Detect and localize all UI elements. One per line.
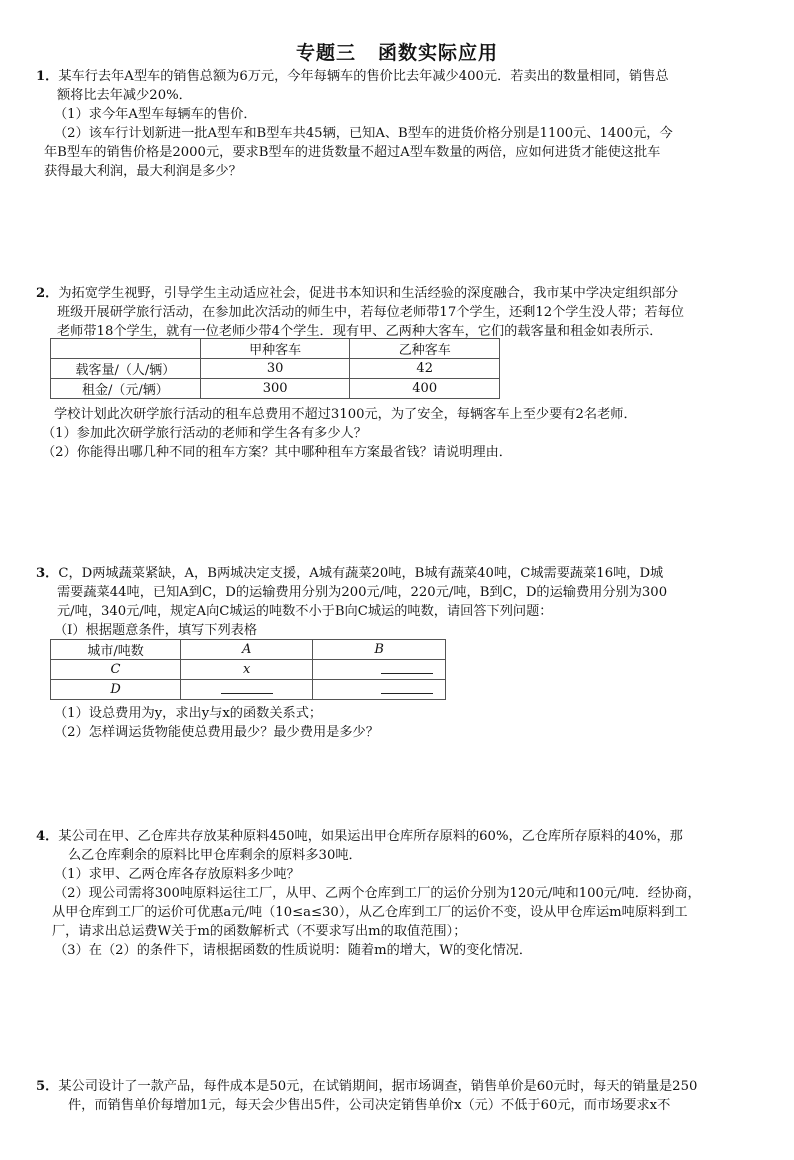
q4-part-3: （3）在（2）的条件下，请根据函数的性质说明：随着m的增大，W的变化情况．	[54, 943, 533, 958]
table-header-row	[51, 339, 500, 359]
table-row	[51, 359, 500, 379]
q2-bus-table	[50, 338, 500, 399]
q3-line-2: 需要蔬菜44吨，已知A到C，D的运输费用分别为200元/吨，220元/吨，B到C，D的运输费用分别为300	[57, 585, 668, 600]
table-cell: 载客量/（人/辆）	[51, 359, 201, 379]
q2-number: 2．	[36, 286, 59, 301]
answer-blank	[381, 661, 433, 674]
q3-part-1: （1）设总费用为y，求出y与x的函数关系式；	[54, 706, 323, 721]
q1-part-2: （2）该车行计划新进一批A型车和B型车共45辆，已知A、B型车的进货价格分别是1100元、1400元，今	[54, 126, 673, 141]
table-cell: D	[51, 680, 181, 700]
q2-part-1: （1）参加此次研学旅行活动的老师和学生各有多少人？	[42, 426, 367, 441]
q4-number: 4．	[36, 829, 59, 844]
q1-line-2: 额将比去年减少20%．	[57, 88, 192, 103]
table-cell: 400	[350, 379, 500, 399]
table-cell	[313, 680, 446, 700]
q2-line-2: 班级开展研学旅行活动，在参加此次活动的师生中，若每位老师带17个学生，还剩12个学生没人带；若每位	[57, 305, 684, 320]
title-main: 专题三	[295, 42, 356, 64]
table-cell: 42	[350, 359, 500, 379]
q3-line-1	[36, 564, 663, 583]
title-sub: 函数实际应用	[378, 42, 499, 64]
table-row	[51, 680, 446, 700]
q3-text-1: C，D两城蔬菜紧缺，A，B两城决定支援，A城有蔬菜20吨，B城有蔬菜40吨，C城需要蔬菜16吨，D城	[58, 566, 664, 581]
q2-line-1	[36, 284, 678, 303]
q3-line-3: 元/吨，340元/吨，规定A向C城运的吨数不小于B向C城运的吨数，请回答下列问题：	[57, 604, 553, 619]
table-cell: B	[313, 640, 446, 660]
table-cell: 租金/（元/辆）	[51, 379, 201, 399]
q4-line-2: 么乙仓库剩余的原料比甲仓库剩余的原料多30吨．	[68, 848, 362, 863]
q4-line-5: 从甲仓库到工厂的运价可优惠a元/吨（10≤a≤30），从乙仓库到工厂的运价不变，设从甲仓库运m吨原料到工	[52, 905, 688, 920]
table-cell: 乙种客车	[350, 339, 500, 359]
table-cell	[51, 339, 201, 359]
q4-text-1: 某公司在甲、乙仓库共存放某种原料450吨，如果运出甲仓库所存原料的60%，乙仓库所存原料的40%，那	[58, 829, 683, 844]
q5-line-1	[36, 1077, 697, 1096]
q1-text-1: 某车行去年A型车的销售总额为6万元，今年每辆车的售价比去年减少400元．若卖出的数量相同，销售总	[58, 69, 669, 84]
q3-part-I: （Ⅰ）根据题意条件，填写下列表格	[54, 623, 258, 638]
q1-line-1	[36, 67, 669, 86]
table-cell: x	[181, 660, 313, 680]
q4-line-1	[36, 827, 683, 846]
table-cell	[313, 660, 446, 680]
table-cell: A	[181, 640, 313, 660]
answer-blank	[221, 681, 273, 694]
q5-line-2: 件，而销售单价每增加1元，每天会少售出5件，公司决定销售单价x（元）不低于60元，而市场要求x不	[68, 1098, 671, 1113]
table-cell: C	[51, 660, 181, 680]
q2-line-3: 老师带18个学生，就有一位老师少带4个学生．现有甲、乙两种大客车，它们的载客量和租金如表所示．	[57, 324, 663, 339]
q2-line-4: 学校计划此次研学旅行活动的租车总费用不超过3100元，为了安全，每辆客车上至少要有2名老师．	[54, 407, 637, 422]
table-cell: 甲种客车	[200, 339, 350, 359]
table-row	[51, 660, 446, 680]
table-cell	[181, 680, 313, 700]
q5-text-1: 某公司设计了一款产品，每件成本是50元，在试销期间，据市场调查，销售单价是60元时，每天的销量是250	[58, 1079, 698, 1094]
answer-blank	[381, 681, 433, 694]
table-cell: 30	[200, 359, 350, 379]
q3-transport-table	[50, 639, 446, 700]
q1-line-6: 获得最大利润，最大利润是多少？	[44, 164, 242, 179]
q2-part-2: （2）你能得出哪几种不同的租车方案？其中哪种租车方案最省钱？请说明理由．	[42, 445, 512, 460]
table-cell: 300	[200, 379, 350, 399]
q5-number: 5．	[36, 1079, 59, 1094]
page-title	[0, 38, 794, 65]
q1-part-1: （1）求今年A型车每辆车的售价．	[54, 107, 257, 122]
q2-text-1: 为拓宽学生视野，引导学生主动适应社会，促进书本知识和生活经验的深度融合，我市某中学决定组织部分	[58, 286, 679, 301]
table-row	[51, 379, 500, 399]
q4-part-2: （2）现公司需将300吨原料运往工厂，从甲、乙两个仓库到工厂的运价分别为120元/吨和100元/吨．经协商，	[54, 886, 701, 901]
q3-number: 3．	[36, 566, 59, 581]
q1-number: 1．	[36, 69, 59, 84]
q1-line-5: 年B型车的销售价格是2000元，要求B型车的进货数量不超过A型车数量的两倍，应如何进货才能使这批车	[44, 145, 661, 160]
q4-part-1: （1）求甲、乙两仓库各存放原料多少吨？	[54, 867, 300, 882]
q4-line-6: 厂，请求出总运费W关于m的函数解析式（不要求写出m的取值范围）；	[52, 924, 467, 939]
table-cell: 城市/吨数	[51, 640, 181, 660]
q3-part-2: （2）怎样调运货物能使总费用最少？最少费用是多少？	[54, 725, 379, 740]
table-header-row	[51, 640, 446, 660]
